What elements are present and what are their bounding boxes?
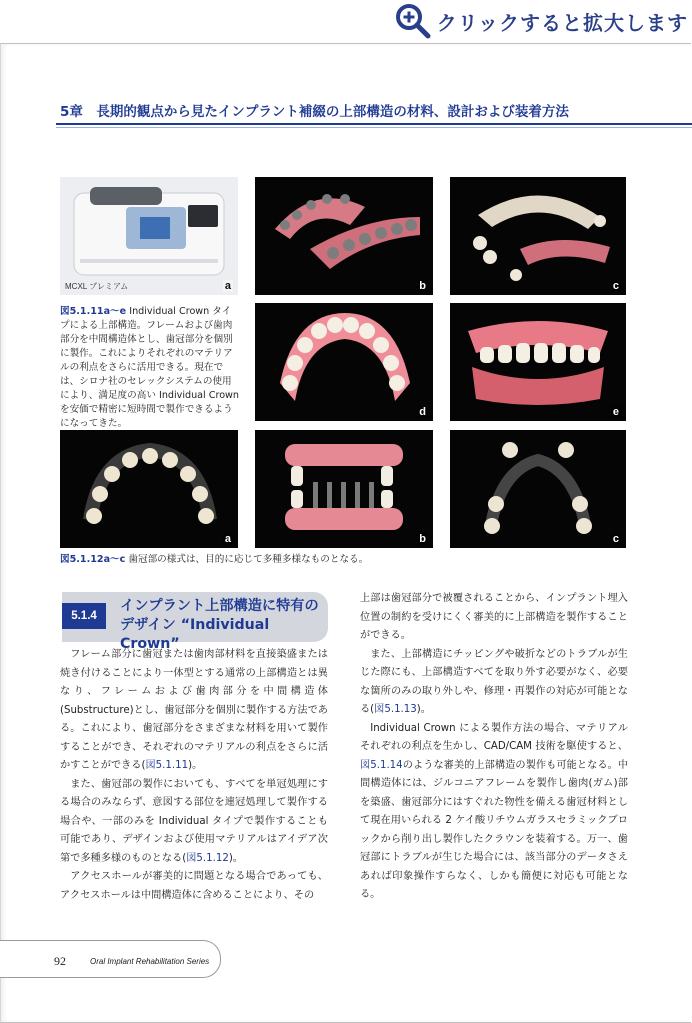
photo-lower-arch	[255, 303, 433, 421]
figure-5-1-12-caption	[60, 553, 620, 567]
body-left-column	[60, 646, 328, 905]
frameworks-illustration	[255, 177, 433, 295]
magnifier-plus-icon	[395, 3, 431, 39]
section-title-line2: デザイン “Individual Crown”	[120, 617, 270, 652]
crowns-illustration	[450, 177, 626, 295]
figure-ref: 図5.1.12a〜c	[60, 554, 126, 565]
photo-letter: c	[612, 533, 619, 545]
chapter-rule	[56, 123, 692, 125]
photo-full-dentures	[450, 303, 626, 421]
paragraph-text: )。	[228, 852, 243, 864]
milling-machine-illustration	[60, 177, 238, 295]
paragraph-text: )。	[188, 760, 203, 771]
chapter-title: 5章 長期的観点から見たインプラント補綴の上部構造の材料、設計および装着方法	[60, 104, 569, 120]
lower-arch-illustration	[255, 303, 433, 421]
zoom-label[interactable]: クリックすると拡大します	[436, 10, 688, 35]
figure-caption-text: 歯冠部の様式は、目的に応じて多種多様なものとなる。	[128, 554, 369, 565]
figure-ref: 図5.1.11a〜e	[60, 306, 127, 317]
crown-style-a-illustration	[60, 430, 238, 548]
photo-letter: d	[419, 406, 426, 418]
page-number: 92	[54, 954, 66, 968]
photo-letter: b	[419, 280, 426, 292]
figure-caption-text: Individual Crown タイプによる上部構造。フレームおよび歯肉部分を中間構造体とし、歯冠部分を個別に製作。これによりそれぞれのマテリアルの利点をさらに活用できる。現在では、シロナ社のセレックシステムの使用により、満足度の高い Individual Crown を安価で精密に短時間で製作できるようになってきた。	[60, 306, 239, 429]
photo-crowns-on-framework	[450, 177, 626, 295]
paragraph-text: のような審美的上部構造の製作も可能となる。中間構造体には、ジルコニアフレームを製作し歯肉(ガム)部を築盛、歯冠部分にはすぐれた物性を備える歯冠材料として現在用いられる 2 ケイ酸リチウムガラスセラミックブロックから削り出し製作したクラウンを装着する。万一、歯冠部にトラブルが生じた場合には、該当部分のデータさえあれば印象操作すらなく、しかも簡便に対応も可能となる。	[360, 759, 629, 900]
photo-dental-frameworks	[255, 177, 433, 295]
figure-ref-link[interactable]: 図5.1.11	[145, 760, 189, 771]
paragraph-text: フレーム部分に歯冠または歯肉部材料を直接築盛または焼き付けることにより一体型とする通常の上部構造とは異なり、フレームおよび歯肉部分を中間構造体(Substructure)とし、歯冠部分を個別に製作する方法である。これにより、歯冠部分をさまざまな材料を用いて製作することができ、それぞれのマテリアルの利点をさらに活かすことができる(	[60, 649, 328, 771]
paragraph: 上部は歯冠部分で被覆されることから、インプラント埋入位置の制約を受けにくく審美的に上部構造を製作することができる。	[360, 593, 628, 641]
photo-letter: a	[224, 533, 231, 545]
paragraph	[360, 646, 628, 720]
photo-caption: MCXL プレミアム	[65, 282, 129, 291]
paragraph-text: また、上部構造にチッピングや破折などのトラブルが生じた際にも、上部構造すべてを取り外す必要がなく、必要な箇所のみの取り外しや、修理・再製作の対応が可能となる(	[360, 648, 628, 715]
figure-5-1-11-caption	[60, 305, 240, 431]
photo-crown-style-c	[450, 430, 626, 548]
top-bar	[0, 0, 692, 42]
figure-ref-link[interactable]: 図5.1.13	[374, 704, 417, 715]
paragraph	[60, 776, 328, 869]
dentures-illustration	[450, 303, 626, 421]
crown-style-b-illustration	[255, 430, 433, 548]
photo-crown-style-a	[60, 430, 238, 548]
paragraph-text: Individual Crown による製作方法の場合、マテリアルそれぞれの利点を生かし、CAD/CAM 技術を駆使すると、	[360, 722, 628, 752]
photo-letter: e	[612, 406, 619, 418]
body-right-column	[360, 590, 628, 905]
section-number: 5.1.4	[62, 603, 106, 629]
crown-style-c-illustration	[450, 430, 626, 548]
figure-ref-link[interactable]: 図5.1.12	[186, 852, 229, 864]
photo-letter: c	[612, 280, 619, 292]
figure-ref-link[interactable]: 図5.1.14	[360, 759, 403, 771]
paragraph-text: また、歯冠部の製作においても、すべてを単冠処理にする場合のみならず、意図する部位を連冠処理して製作する場合や、一部のみを Individual タイプで製作することも可能であり、デザインおよび使用マテリアルはアイデア次第で多種多様のものとなる(	[60, 778, 328, 864]
section-title-line1: インプラント上部構造に特有の	[120, 598, 319, 614]
zoom-link[interactable]	[395, 2, 688, 40]
paragraph	[60, 646, 328, 776]
series-name: Oral Implant Rehabilitation Series	[90, 957, 210, 966]
paragraph	[360, 720, 628, 905]
photo-crown-style-b	[255, 430, 433, 548]
paragraph-text: )。	[416, 704, 431, 715]
paragraph: アクセスホールが審美的に問題となる場合であっても、アクセスホールは中間構造体に含めることにより、その	[60, 871, 328, 901]
photo-letter: b	[419, 533, 426, 545]
photo-milling-machine	[60, 177, 238, 295]
photo-letter: a	[224, 280, 231, 292]
chapter-rule-thin	[56, 127, 692, 128]
